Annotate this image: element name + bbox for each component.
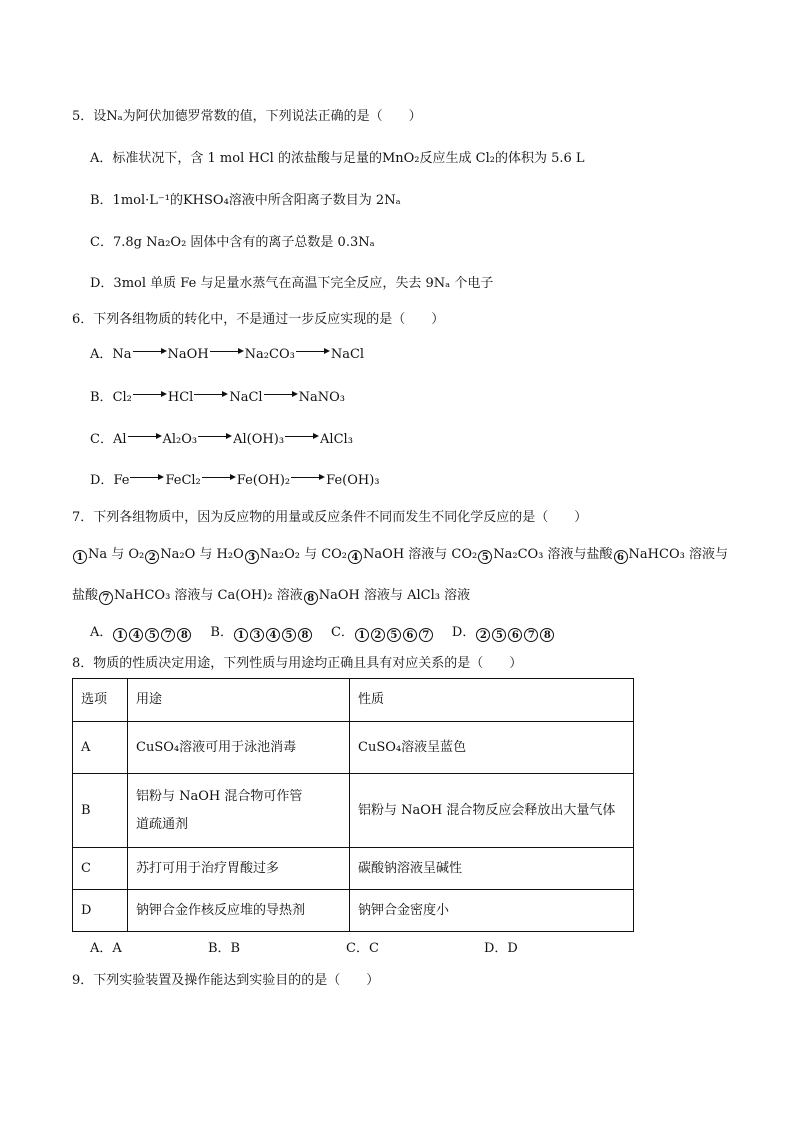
- chain-species: Na: [112, 347, 132, 362]
- q6-option-d: [90, 472, 380, 490]
- circled-number: 8: [177, 628, 191, 642]
- circled-number: 1: [234, 628, 248, 642]
- pair-text: NaOH 溶液与 CO₂: [363, 547, 478, 562]
- table-row: [73, 848, 634, 890]
- q7-stem: 7．下列各组物质中，因为反应物的用量或反应条件不同而发生不同化学反应的是（ ）: [72, 510, 588, 525]
- table-cell: 碳酸钠溶液呈碱性: [350, 848, 634, 890]
- circled-number: 8: [540, 628, 554, 642]
- option-label: A．: [90, 625, 113, 640]
- circled-number: 6: [508, 628, 522, 642]
- circled-number: 5: [387, 628, 401, 642]
- circled-number: 7: [524, 628, 538, 642]
- circled-number: 2: [371, 628, 385, 642]
- circled-number: 2: [145, 550, 159, 564]
- pair-text: Na₂O₂ 与 CO₂: [259, 547, 348, 562]
- q5-option-d: D．3mol 单质 Fe 与足量水蒸气在高温下完全反应，失去 9Nₐ 个电子: [90, 276, 494, 291]
- q8-table: [72, 678, 634, 932]
- right-arrow-icon: [194, 390, 228, 400]
- option-label: B．: [90, 390, 113, 405]
- table-cell: [128, 774, 350, 848]
- circled-number: 1: [113, 628, 127, 642]
- chain-species: AlCl₃: [320, 432, 353, 447]
- chain-species: NaNO₃: [298, 390, 345, 405]
- table-cell: B: [73, 774, 128, 848]
- circled-number: 5: [282, 628, 296, 642]
- right-arrow-icon: [296, 347, 330, 357]
- chain-species: HCl: [167, 390, 194, 405]
- right-arrow-icon: [128, 432, 162, 442]
- q8-answer-b: B．B: [208, 941, 241, 956]
- circled-number: 6: [614, 550, 628, 564]
- circled-number: 4: [129, 628, 143, 642]
- table-cell: D: [73, 890, 128, 932]
- option-label: A．: [90, 347, 113, 362]
- pair-text: Na 与 O₂: [88, 547, 145, 562]
- q8-answer-d: D．D: [484, 941, 518, 956]
- q7-pairs-line1: [72, 546, 728, 564]
- table-cell: 苏打可用于治疗胃酸过多: [128, 848, 350, 890]
- chain-species: NaCl: [330, 347, 365, 362]
- circled-number: 6: [403, 628, 417, 642]
- q6-stem: 6．下列各组物质的转化中，不是通过一步反应实现的是（ ）: [72, 312, 445, 327]
- option-label: C．: [90, 432, 113, 447]
- pair-text: NaHCO₃ 溶液与: [628, 547, 728, 562]
- q7-option: [90, 625, 192, 640]
- q7-option: [210, 625, 313, 640]
- q7-option: [331, 625, 434, 640]
- circled-number: 7: [419, 628, 433, 642]
- q8-answer-c: C．C: [346, 941, 379, 956]
- chain-species: Al(OH)₃: [233, 432, 285, 447]
- q5-option-b: B．1mol·L⁻¹的KHSO₄溶液中所含阳离子数目为 2Nₐ: [90, 193, 401, 208]
- circled-number: 7: [161, 628, 175, 642]
- q6-option-c: [90, 431, 353, 449]
- q5-stem: 5．设Nₐ为阿伏加德罗常数的值，下列说法正确的是（ ）: [72, 109, 422, 124]
- pair-text: NaOH 溶液与 AlCl₃ 溶液: [318, 588, 471, 603]
- chain-species: Na₂CO₃: [244, 347, 295, 362]
- table-header-row: [73, 679, 634, 722]
- q8-stem: 8．物质的性质决定用途，下列性质与用途均正确且具有对应关系的是（ ）: [72, 656, 523, 671]
- chain-species: Fe: [113, 473, 130, 488]
- chain-species: Cl₂: [112, 390, 132, 405]
- chain-species: Al: [112, 432, 127, 447]
- pair-text: Na₂O 与 H₂O: [160, 547, 244, 562]
- q5-option-a: A．标准状况下，含 1 mol HCl 的浓盐酸与足量的MnO₂反应生成 Cl₂的体积为 5.6 L: [90, 151, 585, 166]
- right-arrow-icon: [198, 432, 232, 442]
- table-row: [73, 722, 634, 774]
- q7-option: [452, 625, 555, 640]
- table-cell: 钠钾合金密度小: [350, 890, 634, 932]
- table-cell: 铝粉与 NaOH 混合物反应会释放出大量气体: [350, 774, 634, 848]
- right-arrow-icon: [133, 390, 167, 400]
- circled-number: 7: [99, 591, 113, 605]
- header-cell: 用途: [128, 679, 350, 722]
- table-cell: CuSO₄溶液呈蓝色: [350, 722, 634, 774]
- right-arrow-icon: [210, 347, 244, 357]
- q8-answer-a: A．A: [90, 941, 122, 956]
- table-cell: C: [73, 848, 128, 890]
- table-row: [73, 890, 634, 932]
- right-arrow-icon: [285, 432, 319, 442]
- chain-species: Fe(OH)₃: [326, 473, 380, 488]
- option-label: B．: [210, 625, 233, 640]
- table-cell: A: [73, 722, 128, 774]
- q6-option-a: [90, 346, 364, 364]
- chain-species: FeCl₂: [165, 473, 201, 488]
- q6-option-b: [90, 389, 345, 407]
- pair-text: Na₂CO₃ 溶液与盐酸: [493, 547, 613, 562]
- circled-number: 4: [266, 628, 280, 642]
- right-arrow-icon: [264, 390, 298, 400]
- circled-number: 5: [478, 550, 492, 564]
- q8-answer-options: [90, 940, 518, 958]
- chain-species: NaCl: [229, 390, 263, 405]
- chain-species: Al₂O₃: [162, 432, 198, 447]
- circled-number: 8: [304, 591, 318, 605]
- right-arrow-icon: [133, 347, 167, 357]
- header-cell: 性质: [350, 679, 634, 722]
- circled-number: 1: [73, 550, 87, 564]
- circled-number: 5: [492, 628, 506, 642]
- cell-text: 铝粉与 NaOH 混合物可作管道疏通剂: [136, 788, 303, 832]
- pair-text: 盐酸: [72, 588, 99, 603]
- circled-number: 3: [245, 550, 259, 564]
- q7-options: [90, 624, 555, 642]
- option-label: C．: [330, 625, 354, 640]
- circled-number: 2: [476, 628, 490, 642]
- option-label: D．: [451, 625, 476, 640]
- q5-option-c: C．7.8g Na₂O₂ 固体中含有的离子总数是 0.3Nₐ: [90, 235, 375, 250]
- chain-species: NaOH: [167, 347, 209, 362]
- header-cell: 选项: [73, 679, 128, 722]
- table-cell: 钠钾合金作核反应堆的导热剂: [128, 890, 350, 932]
- circled-number: 3: [250, 628, 264, 642]
- q7-pairs-line2: [72, 587, 470, 605]
- right-arrow-icon: [130, 473, 164, 483]
- table-row: [73, 774, 634, 848]
- circled-number: 5: [145, 628, 159, 642]
- right-arrow-icon: [291, 473, 325, 483]
- circled-number: 4: [348, 550, 362, 564]
- option-label: D．: [90, 473, 114, 488]
- q9-stem: 9．下列实验装置及操作能达到实验目的的是（ ）: [72, 973, 380, 988]
- table-cell: CuSO₄溶液可用于泳池消毒: [128, 722, 350, 774]
- circled-number: 1: [355, 628, 369, 642]
- right-arrow-icon: [202, 473, 236, 483]
- pair-text: NaHCO₃ 溶液与 Ca(OH)₂ 溶液: [114, 588, 303, 603]
- circled-number: 8: [298, 628, 312, 642]
- chain-species: Fe(OH)₂: [236, 473, 291, 488]
